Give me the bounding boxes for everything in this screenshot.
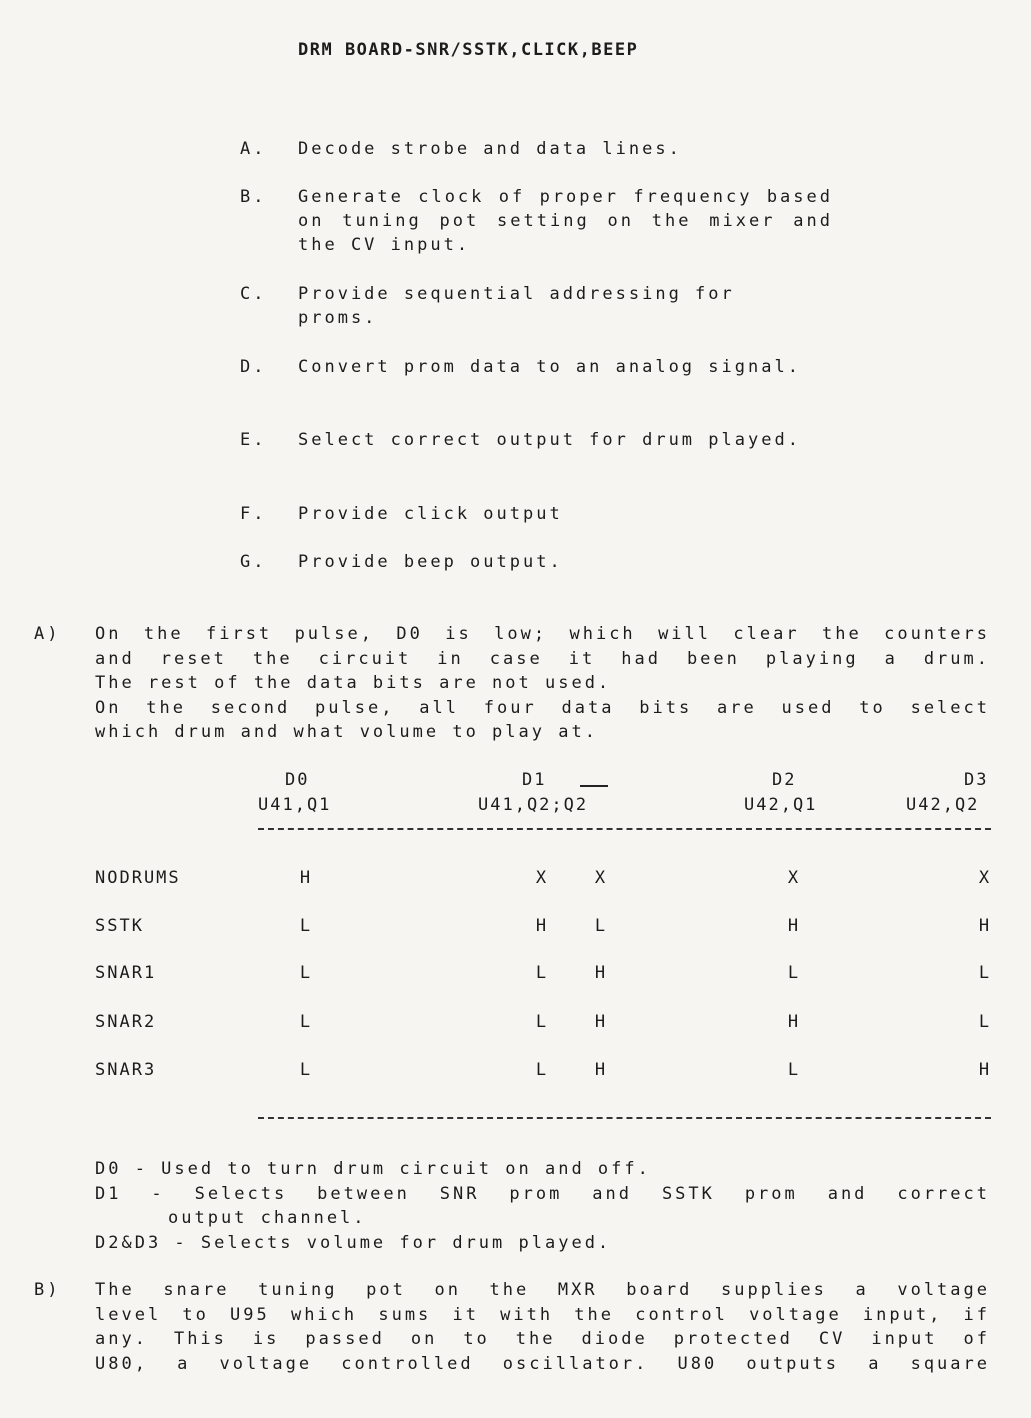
cell-d0: L [299, 963, 311, 983]
task-letter: D. [240, 357, 267, 377]
cell-d0: L [299, 916, 311, 936]
task-text: Decode strobe and data lines. [298, 139, 682, 159]
cell-d2: H [787, 1012, 799, 1032]
cell-d1: L [535, 963, 547, 983]
cell-d1: X [535, 868, 547, 888]
paragraph-line: The snare tuning pot on the MXR board supplies a voltage [95, 1280, 990, 1300]
section-a-label: A) [34, 624, 61, 644]
table-divider [258, 1117, 991, 1119]
section-b-label: B) [34, 1280, 61, 1300]
row-label: NODRUMS [95, 868, 181, 888]
cell-d3: L [978, 963, 990, 983]
cell-d1: L [535, 1060, 547, 1080]
page-title: DRM BOARD-SNR/SSTK,CLICK,BEEP [298, 40, 639, 60]
cell-d3: H [978, 916, 990, 936]
task-letter: E. [240, 430, 267, 450]
table-header-parts: U41,Q1 [258, 795, 332, 815]
paragraph-line: level to U95 which sums it with the control voltage input, if [95, 1304, 990, 1325]
cell-d3: H [978, 1060, 990, 1080]
task-text: Convert prom data to an analog signal. [298, 357, 801, 377]
paragraph-line: On the second pulse, all four data bits are used to select [95, 697, 990, 718]
row-label: SNAR2 [95, 1012, 157, 1032]
cell-d1: H [535, 916, 547, 936]
task-letter: B. [240, 187, 267, 207]
task-letter: C. [240, 284, 267, 304]
table-divider [258, 828, 991, 830]
task-text: Generate clock of proper frequency based on tuning pot setting on the mixer and the CV input. [298, 187, 833, 255]
note-line: D2&D3 - Selects volume for drum played. [95, 1232, 612, 1253]
task-text: Provide click output [298, 504, 563, 524]
cell-d3: X [978, 868, 990, 888]
table-header-bit: D2 [772, 770, 797, 790]
task-letter: G. [240, 552, 267, 572]
paragraph-line: any. This is passed on to the diode protected CV input of [95, 1329, 990, 1349]
row-label: SNAR3 [95, 1060, 157, 1080]
task-text: Provide beep output. [298, 552, 563, 572]
paragraph-line: The rest of the data bits are not used. [95, 673, 612, 693]
cell-d1-inverted: L [594, 916, 606, 936]
note-line: output channel. [168, 1208, 367, 1228]
cell-d2: X [787, 868, 799, 888]
table-header-parts: U42,Q1 [744, 795, 818, 815]
cell-d1-inverted: H [594, 1012, 606, 1032]
cell-d0: H [299, 868, 311, 888]
cell-d2: L [787, 1060, 799, 1080]
table-header-bit: D0 [285, 770, 310, 790]
cell-d0: L [299, 1012, 311, 1032]
cell-d1: L [535, 1012, 547, 1032]
cell-d0: L [299, 1060, 311, 1080]
cell-d1-inverted: H [594, 963, 606, 983]
paragraph-line: which drum and what volume to play at. [95, 722, 598, 742]
section-a-paragraph [95, 622, 990, 745]
table-header-parts: U41,Q2;Q2 [478, 795, 589, 815]
cell-d2: H [787, 916, 799, 936]
section-b-paragraph [95, 1278, 990, 1376]
negation-overbar [580, 785, 608, 787]
task-letter: A. [240, 139, 267, 159]
table-header-bit: D3 [964, 770, 989, 790]
note-line: D0 - Used to turn drum circuit on and off. [95, 1159, 651, 1179]
cell-d1-inverted: H [594, 1060, 606, 1080]
task-text: Provide sequential addressing for proms. [298, 284, 735, 328]
task-text: Select correct output for drum played. [298, 430, 801, 450]
cell-d2: L [787, 963, 799, 983]
note-line: D1 - Selects between SNR prom and SSTK prom and correct [95, 1183, 990, 1204]
row-label: SSTK [95, 916, 144, 936]
bit-notes [95, 1157, 990, 1255]
cell-d1-inverted: X [594, 868, 606, 888]
task-letter: F. [240, 504, 267, 524]
cell-d3: L [978, 1012, 990, 1032]
paragraph-line: and reset the circuit in case it had been playing a drum. [95, 648, 990, 669]
table-header-bit: D1 [522, 770, 547, 790]
row-label: SNAR1 [95, 963, 157, 983]
paragraph-line: U80, a voltage controlled oscillator. U80 outputs a square [95, 1353, 990, 1374]
paragraph-line: On the first pulse, D0 is low; which will clear the counters [95, 624, 990, 644]
table-header-parts: U42,Q2 [906, 795, 980, 815]
